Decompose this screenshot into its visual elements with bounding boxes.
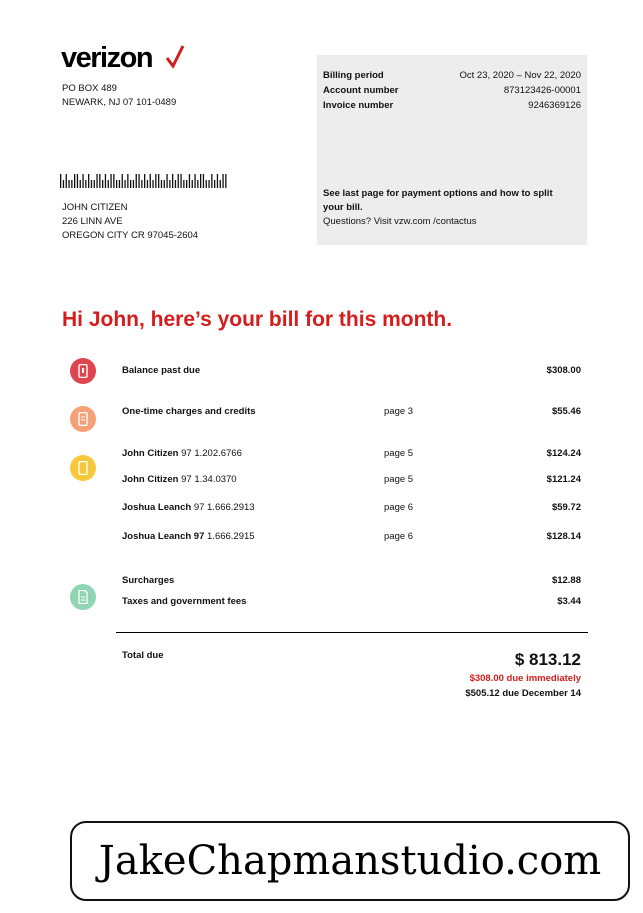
- total-divider: [116, 632, 588, 633]
- billing-period-label: Billing period: [323, 70, 384, 81]
- total-label: Total due: [122, 650, 164, 661]
- account-number-row: [323, 85, 581, 96]
- sender-line2: NEWARK, NJ 07 101-0489: [62, 97, 177, 108]
- line-page-link[interactable]: page 6: [384, 531, 414, 542]
- watermark: JakeChapmanstudio.com: [70, 821, 630, 901]
- due-immediately: $308.00 due immediately: [469, 673, 581, 684]
- due-later: $505.12 due December 14: [465, 688, 581, 699]
- billing-period-value: Oct 23, 2020 – Nov 22, 2020: [459, 70, 581, 81]
- recipient-street: 226 LINN AVE: [62, 216, 123, 227]
- line-amount: $59.72: [551, 502, 581, 513]
- phone-alert-icon: [70, 358, 96, 384]
- line-page-link[interactable]: page 5: [384, 448, 414, 459]
- surcharges-amount: $12.88: [551, 575, 581, 586]
- line-amount: $124.24: [546, 448, 581, 459]
- taxes-label: Taxes and government fees: [122, 596, 247, 607]
- line-number: 97 1.666.2913: [193, 502, 255, 513]
- phone-icon: [70, 455, 96, 481]
- line-name: Joshua Leanch: [122, 502, 192, 513]
- questions-link[interactable]: Questions? Visit vzw.com /contactus: [323, 216, 477, 227]
- line-amount: $128.14: [546, 531, 581, 542]
- line-row: [122, 448, 581, 462]
- verizon-logo: verizon: [61, 42, 153, 74]
- total-amount: $ 813.12: [514, 650, 581, 669]
- line-page-link[interactable]: page 5: [384, 474, 414, 485]
- checkmark-logo-icon: [165, 44, 185, 70]
- line-row: [122, 502, 581, 516]
- sender-address: [62, 82, 176, 110]
- receipt-icon: [70, 406, 96, 432]
- line-amount: $121.24: [546, 474, 581, 485]
- line-row: [122, 474, 581, 488]
- account-number-value: 873123426-00001: [503, 85, 581, 96]
- line-row: [122, 531, 581, 545]
- sender-line1: PO BOX 489: [62, 83, 117, 94]
- onetime-label: One-time charges and credits: [122, 406, 256, 417]
- line-name: John Citizen: [122, 474, 179, 485]
- payment-note: See last page for payment options and how to split your bill.: [323, 188, 553, 213]
- invoice-number-row: [323, 100, 581, 111]
- onetime-charges-row: [122, 406, 581, 420]
- recipient-name: JOHN CITIZEN: [62, 202, 128, 213]
- account-info-box: [317, 55, 587, 245]
- invoice-number-label: Invoice number: [323, 100, 394, 111]
- line-number: 1.666.2915: [207, 531, 255, 542]
- onetime-page-link[interactable]: page 3: [384, 406, 414, 417]
- invoice-number-value: 9246369126: [528, 100, 581, 111]
- line-name: John Citizen: [122, 448, 179, 459]
- onetime-amount: $55.46: [551, 406, 581, 417]
- line-page-link[interactable]: page 6: [384, 502, 414, 513]
- billing-period-row: [323, 70, 581, 81]
- surcharges-label: Surcharges: [122, 575, 175, 586]
- taxes-row: [122, 596, 581, 610]
- surcharges-row: [122, 575, 581, 589]
- document-icon: [70, 584, 96, 610]
- balance-label: Balance past due: [122, 365, 201, 376]
- taxes-amount: $3.44: [557, 596, 581, 607]
- page-title: Hi John, here’s your bill for this month.: [62, 308, 453, 331]
- balance-amount: $308.00: [546, 365, 581, 376]
- recipient-address: [62, 201, 198, 243]
- line-number: 97 1.34.0370: [181, 474, 237, 485]
- line-name: Joshua Leanch 97: [122, 531, 205, 542]
- line-number: 97 1.202.6766: [181, 448, 242, 459]
- postal-barcode: [60, 174, 230, 188]
- account-number-label: Account number: [323, 85, 399, 96]
- balance-past-due-row: [122, 365, 581, 379]
- recipient-city: OREGON CITY CR 97045-2604: [62, 230, 199, 241]
